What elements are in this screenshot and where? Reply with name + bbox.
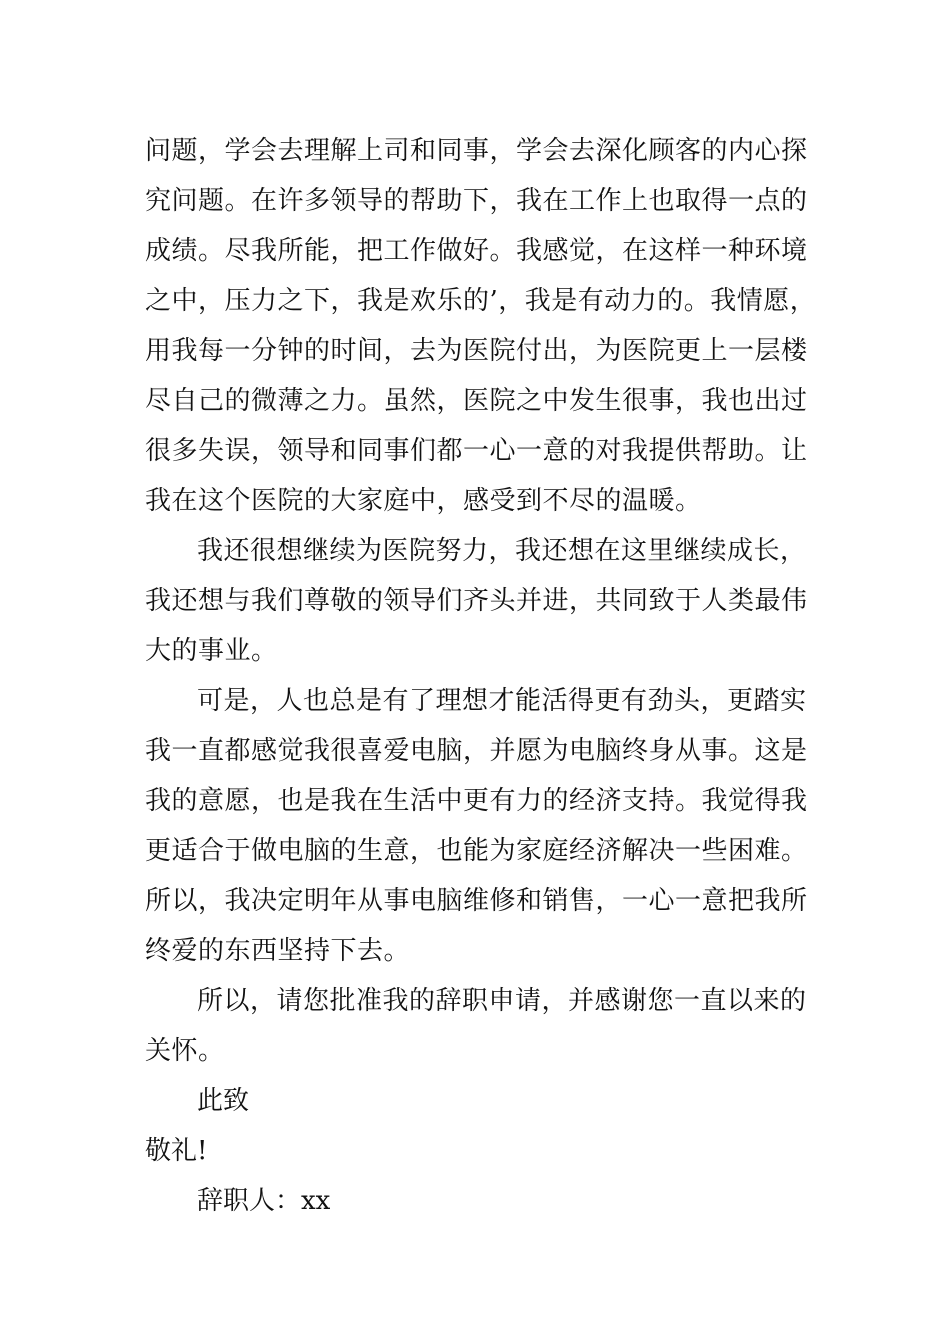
- paragraph-line: 用我每一分钟的时间，去为医院付出，为医院更上一层楼: [145, 336, 808, 366]
- signature-line: 辞职人：xx: [197, 1186, 331, 1216]
- paragraph-line: 之中，压力之下，我是欢乐的’，我是有动力的。我情愿，: [145, 286, 817, 316]
- letter-body: [145, 126, 815, 1226]
- paragraph-1: [145, 126, 815, 526]
- paragraph-line: 我的意愿，也是我在生活中更有力的经济支持。我觉得我: [145, 786, 808, 816]
- paragraph-line: 成绩。尽我所能，把工作做好。我感觉，在这样一种环境: [145, 236, 808, 266]
- paragraph-line: 我还很想继续为医院努力，我还想在这里继续成长，: [197, 536, 807, 566]
- paragraph-line: 可是，人也总是有了理想才能活得更有劲头，更踏实: [197, 686, 807, 716]
- paragraph-line: 我还想与我们尊敬的领导们齐头并进，共同致于人类最伟: [145, 586, 808, 616]
- paragraph-3: [145, 676, 815, 976]
- paragraph-line: 大的事业。: [145, 636, 278, 666]
- paragraph-line: 究问题。在许多领导的帮助下，我在工作上也取得一点的: [145, 186, 808, 216]
- closing-regards: 敬礼!: [145, 1136, 208, 1166]
- paragraph-line: 我一直都感觉我很喜爱电脑，并愿为电脑终身从事。这是: [145, 736, 808, 766]
- closing-block: [145, 1076, 815, 1226]
- closing-salutation: 此致: [197, 1086, 250, 1116]
- paragraph-line: 尽自己的微薄之力。虽然，医院之中发生很事，我也出过: [145, 386, 808, 416]
- paragraph-2: [145, 526, 815, 676]
- paragraph-line: 很多失误，领导和同事们都一心一意的对我提供帮助。让: [145, 436, 808, 466]
- paragraph-line: 我在这个医院的大家庭中，感受到不尽的温暖。: [145, 486, 702, 516]
- paragraph-line: 关怀。: [145, 1036, 225, 1066]
- paragraph-line: 问题，学会去理解上司和同事，学会去深化顾客的内心探: [145, 136, 808, 166]
- paragraph-line: 所以，请您批准我的辞职申请，并感谢您一直以来的: [197, 986, 807, 1016]
- paragraph-line: 终爱的东西坚持下去。: [145, 936, 411, 966]
- paragraph-4: [145, 976, 815, 1076]
- paragraph-line: 所以，我决定明年从事电脑维修和销售，一心一意把我所: [145, 886, 808, 916]
- paragraph-line: 更适合于做电脑的生意，也能为家庭经济解决一些困难。: [145, 836, 808, 866]
